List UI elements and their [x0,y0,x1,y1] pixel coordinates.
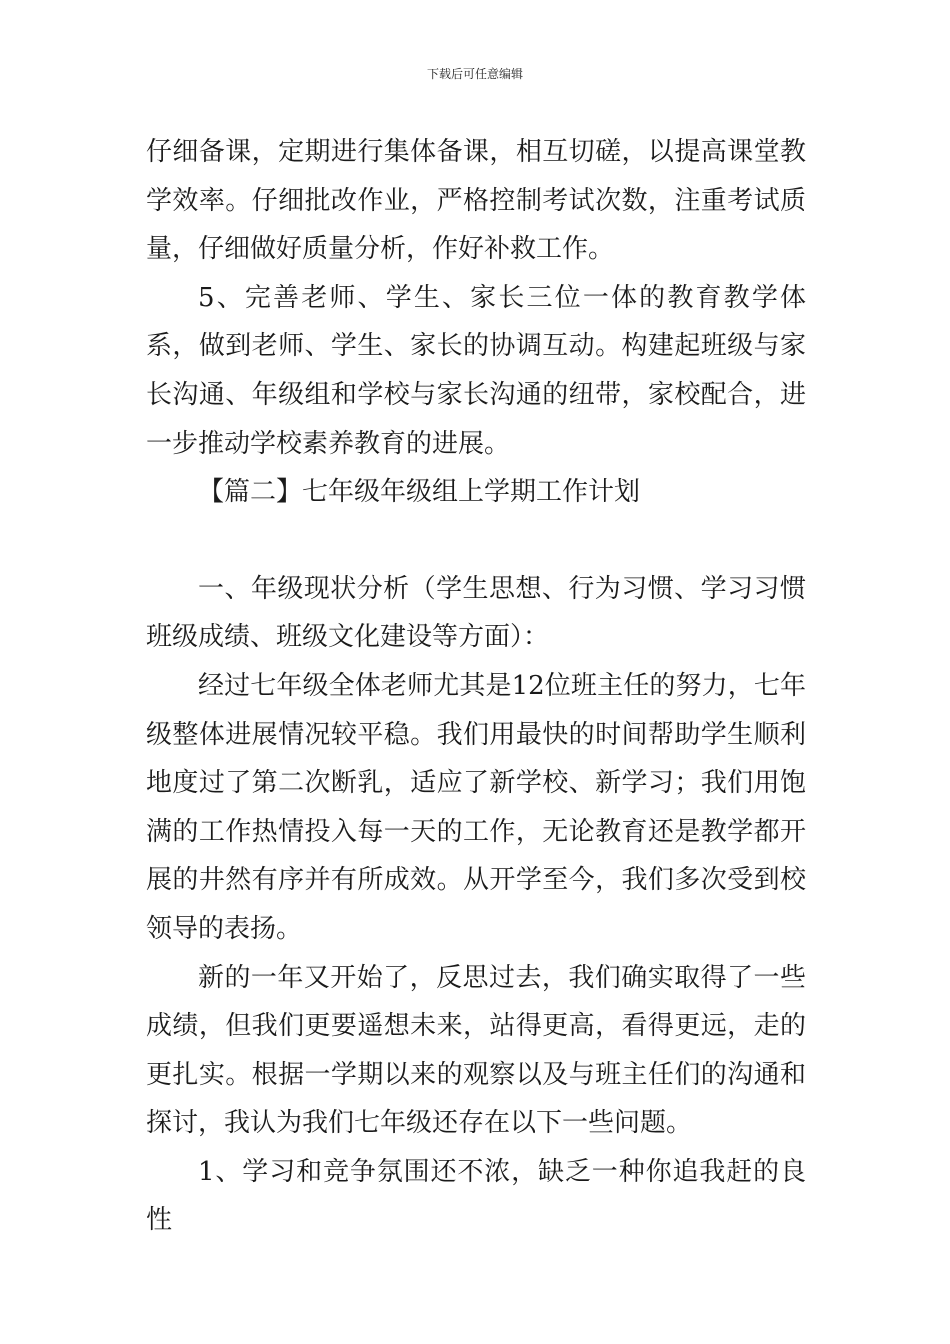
blank-line [146,517,806,565]
paragraph-item-5: 5、完善老师、学生、家长三位一体的教育教学体系，做到老师、学生、家长的协调互动。构建起班级与家长沟通、年级组和学校与家长沟通的纽带，家校配合，进一步推动学校素养教育的进展。 [146,282,806,459]
subsection-heading: 一、年级现状分析（学生思想、行为习惯、学习习惯班级成绩、班级文化建设等方面）： [146,573,806,653]
paragraph-continuation: 仔细备课，定期进行集体备课，相互切磋，以提高课堂教学效率。仔细批改作业，严格控制考试次数，注重考试质量，仔细做好质量分析，作好补救工作。 [146,137,806,265]
paragraph-reflection: 新的一年又开始了，反思过去，我们确实取得了一些成绩，但我们更要遥想未来，站得更高，看得更远，走的更扎实。根据一学期以来的观察以及与班主任们的沟通和探讨，我认为我们七年级还存在以下一些问题。 [146,962,806,1139]
paragraph-status: 经过七年级全体老师尤其是12位班主任的努力，七年级整体进展情况较平稳。我们用最快的时间帮助学生顺利地度过了第二次断乳，适应了新学校、新学习；我们用饱满的工作热情投入每一天的工作，无论教育还是教学都开展的井然有序并有所成效。从开学至今，我们多次受到校领导的表扬。 [146,670,806,944]
paragraph-issue-1: 1、学习和竞争氛围还不浓，缺乏一种你追我赶的良性 [146,1156,806,1236]
page-header: 下载后可任意编辑 [426,67,523,81]
document-body [146,128,806,1245]
section-heading: 【篇二】七年级年级组上学期工作计划 [198,477,641,508]
